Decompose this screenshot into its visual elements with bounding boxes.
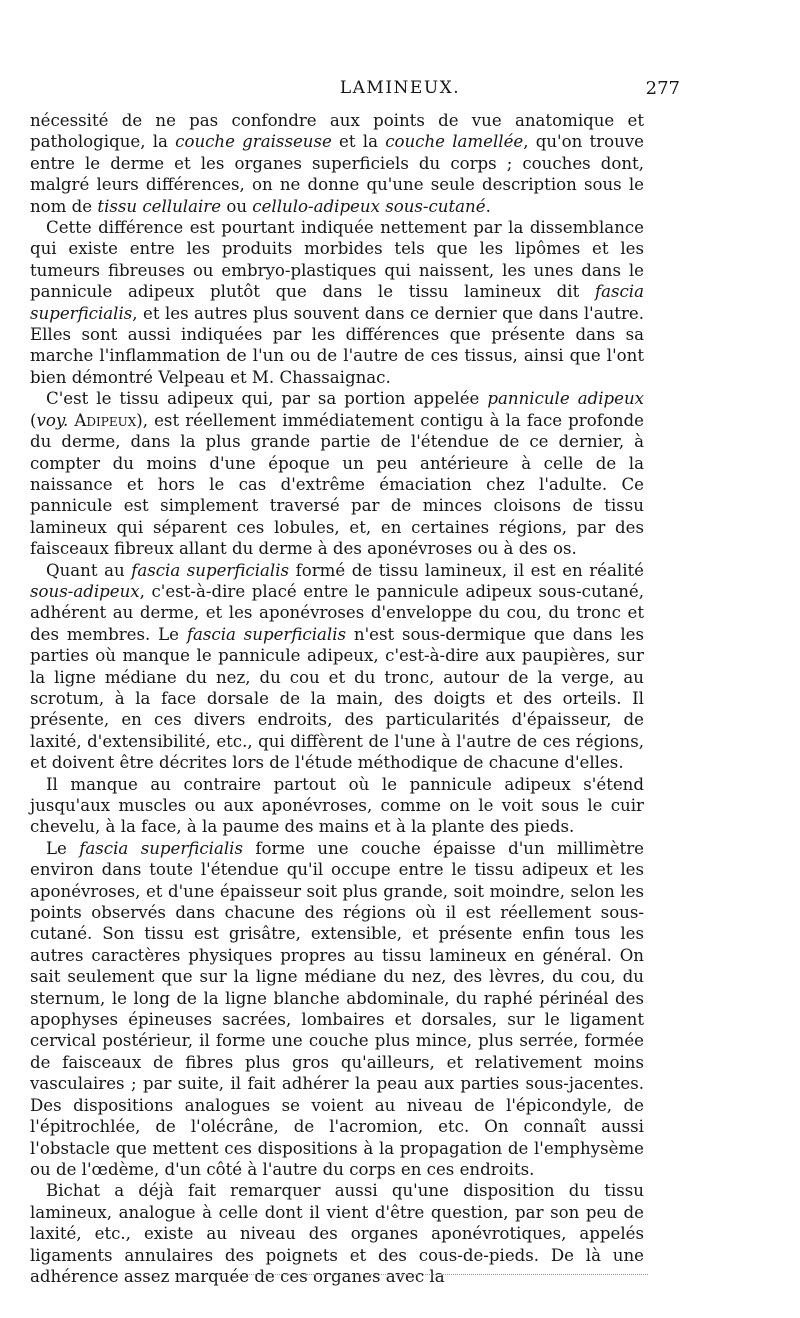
italic-term: sous-adipeux — [30, 581, 140, 601]
scan-artifact-divider — [218, 1274, 648, 1275]
italic-term: fascia superficialis — [30, 282, 644, 323]
italic-term: voy. — [36, 410, 69, 430]
text-run: Cette différence est pourtant indiquée nettement par la dissemblance qui existe entre les produits morbides tels que les lipômes et les tumeurs fibreuses ou embryo-plastiques qui naissent, les unes dans le pannicule adipeux plutôt que dans le tissu lamineux dit — [30, 218, 644, 302]
text-run: nécessité de ne pas confondre aux points de vue anatomique et pathologique, la — [30, 111, 644, 152]
text-run: , qu'on trouve entre le derme et les organes superficiels du corps ; couches dont, malgré leurs différences, on ne donne qu'une seule description sous le nom de — [30, 132, 644, 216]
italic-term: couche lamellée — [385, 132, 524, 152]
italic-term: fascia superficialis — [79, 838, 243, 858]
text-run: et la — [331, 132, 386, 152]
page-number: 277 — [645, 78, 680, 99]
text-run: Le — [46, 838, 80, 858]
italic-term: cellulo-adipeux sous-cutané — [252, 196, 486, 216]
text-run: , et les autres plus souvent dans ce dernier que dans l'autre. Elles sont aussi indiquées par les différences que présente dans sa marche l'inflammation de l'un ou de l'autre de ces tissus, ainsi que l'ont bien démontré Velpeau et M. Chassaignac. — [30, 303, 644, 387]
text-run: forme une couche épaisse d'un millimètre environ dans toute l'étendue qu'il occupe entre le tissu adipeux et les aponévroses, et d'une épaisseur soit plus grande, soit moindre, selon les points observés dans chacune des régions où il est réellement sous-cutané. Son tissu est grisâtre, extensible, et présente enfin tous les autres caractères physiques propres au tissu lamineux en général. On sait seulement que sur la ligne médiane du nez, des lèvres, du cou, du sternum, le long de la ligne blanche abdominale, du raphé périnéal des apophyses épineuses sacrées, lombaires et dorsales, sur le ligament cervical postérieur, il forme une couche plus mince, plus serrée, formée de faisceaux de fibres plus gros qu'ailleurs, et relativement moins vasculaires ; par suite, il fait adhérer la peau aux parties sous-jacentes. Des dispositions analogues se voient au niveau de l'épicondyle, de l'épitrochlée, de l'olécrâne, de l'acromion, etc. On connaît aussi l'obstacle que mettent ces dispositions à la propagation de l'emphysème ou de l'œdème, d'un côté à l'autre du corps en ces endroits. — [30, 838, 644, 1179]
text-run: ), est réellement immédiatement contigu à la face profonde du derme, dans la plus grande partie de l'étendue de ce dernier, à compter du moins d'une époque un peu antérieure à celle de la naissance et hors le cas d'extrême émaciation chez l'adulte. Ce pannicule est simplement traversé par de minces cloisons de tissu lamineux qui séparent ces lobules, et, en certaines régions, par des faisceaux fibreux allant du derme à des aponévroses ou à des os. — [30, 410, 644, 559]
cross-reference: Adipeux — [68, 410, 137, 430]
text-run: , c'est-à-dire placé entre le pannicule adipeux sous-cutané, adhérent au derme, et les aponévroses d'enveloppe du cou, du tronc et des membres. Le — [30, 581, 644, 644]
italic-term: couche graisseuse — [175, 132, 332, 152]
italic-term: fascia superficialis — [186, 624, 347, 644]
paragraph-5 — [30, 774, 644, 838]
paragraph-4 — [30, 560, 644, 774]
text-run: Bichat a déjà fait remarquer aussi qu'une disposition du tissu lamineux, analogue à celle dont il vient d'être question, par son peu de laxité, etc., existe au niveau des organes aponévrotiques, appelés ligaments annulaires des poignets et des cous-de-pieds. De là une adhérence assez marquée de ces organes avec la — [30, 1181, 644, 1286]
page-header — [30, 78, 770, 108]
italic-term: tissu cellulaire — [97, 196, 222, 216]
paragraph-3 — [30, 388, 644, 559]
paragraph-7 — [30, 1180, 644, 1287]
text-run: Il manque au contraire partout où le pannicule adipeux s'étend jusqu'aux muscles ou aux aponévroses, comme on le voit sous le cuir chevelu, à la face, à la paume des mains et à la plante des pieds. — [30, 774, 644, 837]
italic-term: fascia superficialis — [131, 560, 290, 580]
text-run: n'est sous-dermique que dans les parties où manque le pannicule adipeux, c'est-à-dire aux paupières, sur la ligne médiane du nez, du cou et du tronc, autour de la verge, au scrotum, à la face dorsale de la main, des doigts et des orteils. Il présente, en ces divers endroits, des particularités d'épaisseur, de laxité, d'extensibilité, etc., qui diffèrent de l'une à l'autre de ces régions, et doivent être décrites lors de l'étude méthodique de chacune d'elles. — [30, 624, 644, 773]
text-run: . — [485, 196, 491, 216]
text-run: ( — [30, 410, 37, 430]
running-head: LAMINEUX. — [339, 78, 461, 98]
italic-term: pannicule adipeux — [487, 389, 645, 409]
text-run: Quant au — [46, 560, 132, 580]
text-run: formé de tissu lamineux, il est en réalité — [289, 560, 644, 580]
text-run: C'est le tissu adipeux qui, par sa portion appelée — [46, 389, 488, 409]
paragraph-6 — [30, 838, 644, 1181]
body-text — [30, 110, 644, 1287]
paragraph-2 — [30, 217, 644, 388]
paragraph-1 — [30, 110, 644, 217]
text-run: ou — [221, 196, 253, 216]
